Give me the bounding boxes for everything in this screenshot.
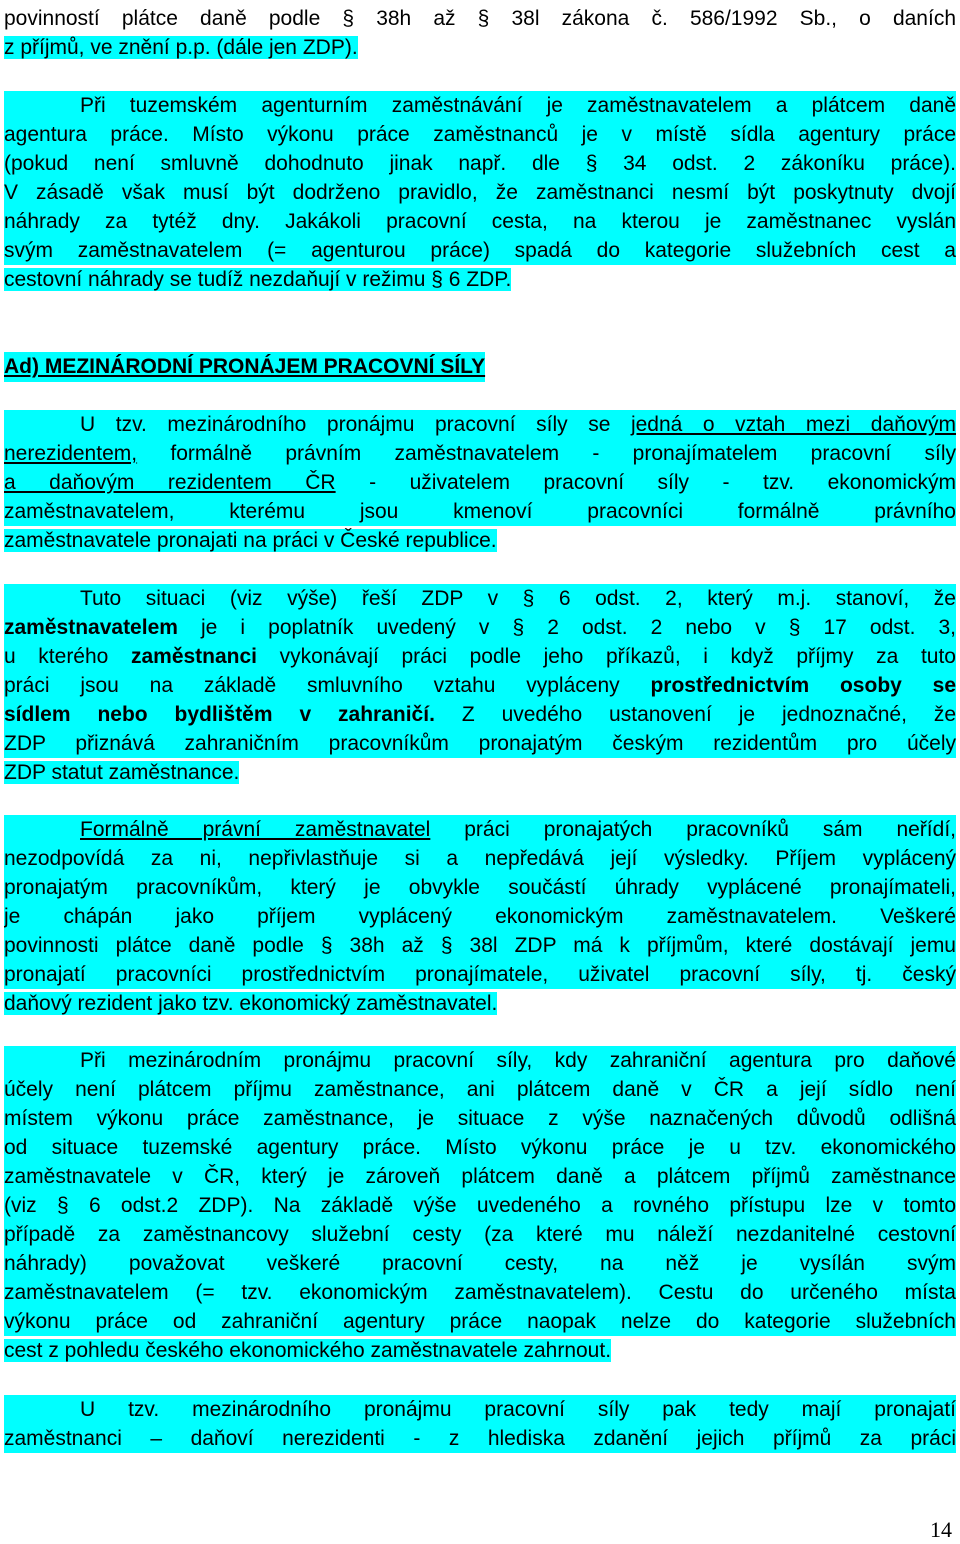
text-line: a daňovým rezidentem ČR - uživatelem pracovní síly - tzv. ekonomickým <box>4 468 956 497</box>
text-line: daňový rezident jako tzv. ekonomický zaměstnavatel. <box>4 992 498 1015</box>
text-line: Při mezinárodním pronájmu pracovní síly, kdy zahraniční agentura pro daňové <box>4 1046 956 1075</box>
text-line: účely není plátcem příjmu zaměstnance, ani plátcem daně v ČR a její sídlo není <box>4 1075 956 1104</box>
text-line: zaměstnavatelem je i poplatník uvedený v § 2 odst. 2 nebo v § 17 odst. 3, <box>4 613 956 642</box>
text-line: ZDP přiznává zahraničním pracovníkům pronajatým českým rezidentům pro účely <box>4 729 956 758</box>
text-line: ZDP statut zaměstnance. <box>4 761 240 784</box>
text-line: u kterého zaměstnanci vykonávají práci podle jeho příkazů, i když příjmy za tuto <box>4 642 956 671</box>
text-line: zaměstnavatele pronajati na práci v České republice. <box>4 529 497 552</box>
text-line: z příjmů, ve znění p.p. (dále jen ZDP). <box>4 36 358 59</box>
text-line: zaměstnavatelem, kterému jsou kmenoví pracovníci formálně právního <box>4 497 956 526</box>
text-line: místem výkonu práce zaměstnance, je situace z výše naznačených důvodů odlišná <box>4 1104 956 1133</box>
text-line: Při tuzemském agenturním zaměstnávání je zaměstnavatelem a plátcem daně <box>4 91 956 120</box>
paragraph-domestic-agency <box>4 91 956 294</box>
paragraph-nonresidents <box>4 1395 956 1453</box>
text-line: pronajatým pracovníkům, který je obvykle součástí úhrady vyplácené pronajímateli, <box>4 873 956 902</box>
page-number: 14 <box>930 1517 952 1542</box>
paragraph-zdp-section6 <box>4 584 956 787</box>
text-line: zaměstnanci – daňoví nerezidenti - z hlediska zdanění jejich příjmů za práci <box>4 1424 956 1453</box>
text-line: zaměstnavatele v ČR, který je zároveň plátcem daně a plátcem příjmů zaměstnance <box>4 1162 956 1191</box>
text-line: agentura práce. Místo výkonu práce zaměstnanců je v místě sídla agentury práce <box>4 120 956 149</box>
text-line: cest z pohledu českého ekonomického zaměstnavatele zahrnout. <box>4 1339 612 1362</box>
text-line: je chápán jako příjem vyplácený ekonomickým zaměstnavatelem. Veškeré <box>4 902 956 931</box>
text-line: sídlem nebo bydlištěm v zahraničí. Z uvedého ustanovení je jednoznačné, že <box>4 700 956 729</box>
text-line: povinnosti plátce daně podle § 38h až § 38l ZDP má k příjmům, které dostávají jemu <box>4 931 956 960</box>
text-line: U tzv. mezinárodního pronájmu pracovní síly pak tedy mají pronajatí <box>4 1395 956 1424</box>
text-line: (pokud není smluvně dohodnuto jinak např. dle § 34 odst. 2 zákoníku práce). <box>4 149 956 178</box>
text-line: náhrady) považovat veškeré pracovní cesty, na něž je vysílán svým <box>4 1249 956 1278</box>
text-line: od situace tuzemské agentury práce. Místo výkonu práce je u tzv. ekonomického <box>4 1133 956 1162</box>
text-line: náhrady za tytéž dny. Jakákoli pracovní cesta, na kterou je zaměstnanec vyslán <box>4 207 956 236</box>
section-heading: Ad) MEZINÁRODNÍ PRONÁJEM PRACOVNÍ SÍLY <box>4 352 485 382</box>
text-line: povinností plátce daně podle § 38h až § 38l zákona č. 586/1992 Sb., o daních <box>4 7 956 30</box>
text-line: Formálně právní zaměstnavatel práci pronajatých pracovníků sám neřídí, <box>4 815 956 844</box>
text-line: nezodpovídá za ni, nepřivlastňuje si a nepředává její výsledky. Příjem vyplácený <box>4 844 956 873</box>
text-line: Tuto situaci (viz výše) řeší ZDP v § 6 odst. 2, který m.j. stanoví, že <box>4 584 956 613</box>
text-line: nerezidentem, formálně právním zaměstnavatelem - pronajímatelem pracovní síly <box>4 439 956 468</box>
text-line: svým zaměstnavatelem (= agenturou práce) spadá do kategorie služebních cest a <box>4 236 956 265</box>
text-line: výkonu práce od zahraniční agentury práce naopak nelze do kategorie služebních <box>4 1307 956 1336</box>
text-line: pronajatí pracovníci prostřednictvím pronajímatele, uživatel pracovní síly, tj. český <box>4 960 956 989</box>
text-line: V zásadě však musí být dodrženo pravidlo, že zaměstnanci nesmí být poskytnuty dvojí <box>4 178 956 207</box>
paragraph-formal-employer <box>4 815 956 1018</box>
paragraph-foreign-agency <box>4 1046 956 1365</box>
text-line: zaměstnavatelem (= tzv. ekonomickým zaměstnavatelem). Cestu do určeného místa <box>4 1278 956 1307</box>
paragraph-international-lease <box>4 410 956 555</box>
text-line: případě za zaměstnancovy služební cesty (za které mu náleží nezdanitelné cestovní <box>4 1220 956 1249</box>
paragraph-continuation <box>4 4 956 62</box>
text-line: (viz § 6 odst.2 ZDP). Na základě výše uvedeného a rovného přístupu lze v tomto <box>4 1191 956 1220</box>
text-line: práci jsou na základě smluvního vztahu vypláceny prostřednictvím osoby se <box>4 671 956 700</box>
text-line: cestovní náhrady se tudíž nezdaňují v režimu § 6 ZDP. <box>4 268 512 291</box>
text-line: U tzv. mezinárodního pronájmu pracovní síly se jedná o vztah mezi daňovým <box>4 410 956 439</box>
